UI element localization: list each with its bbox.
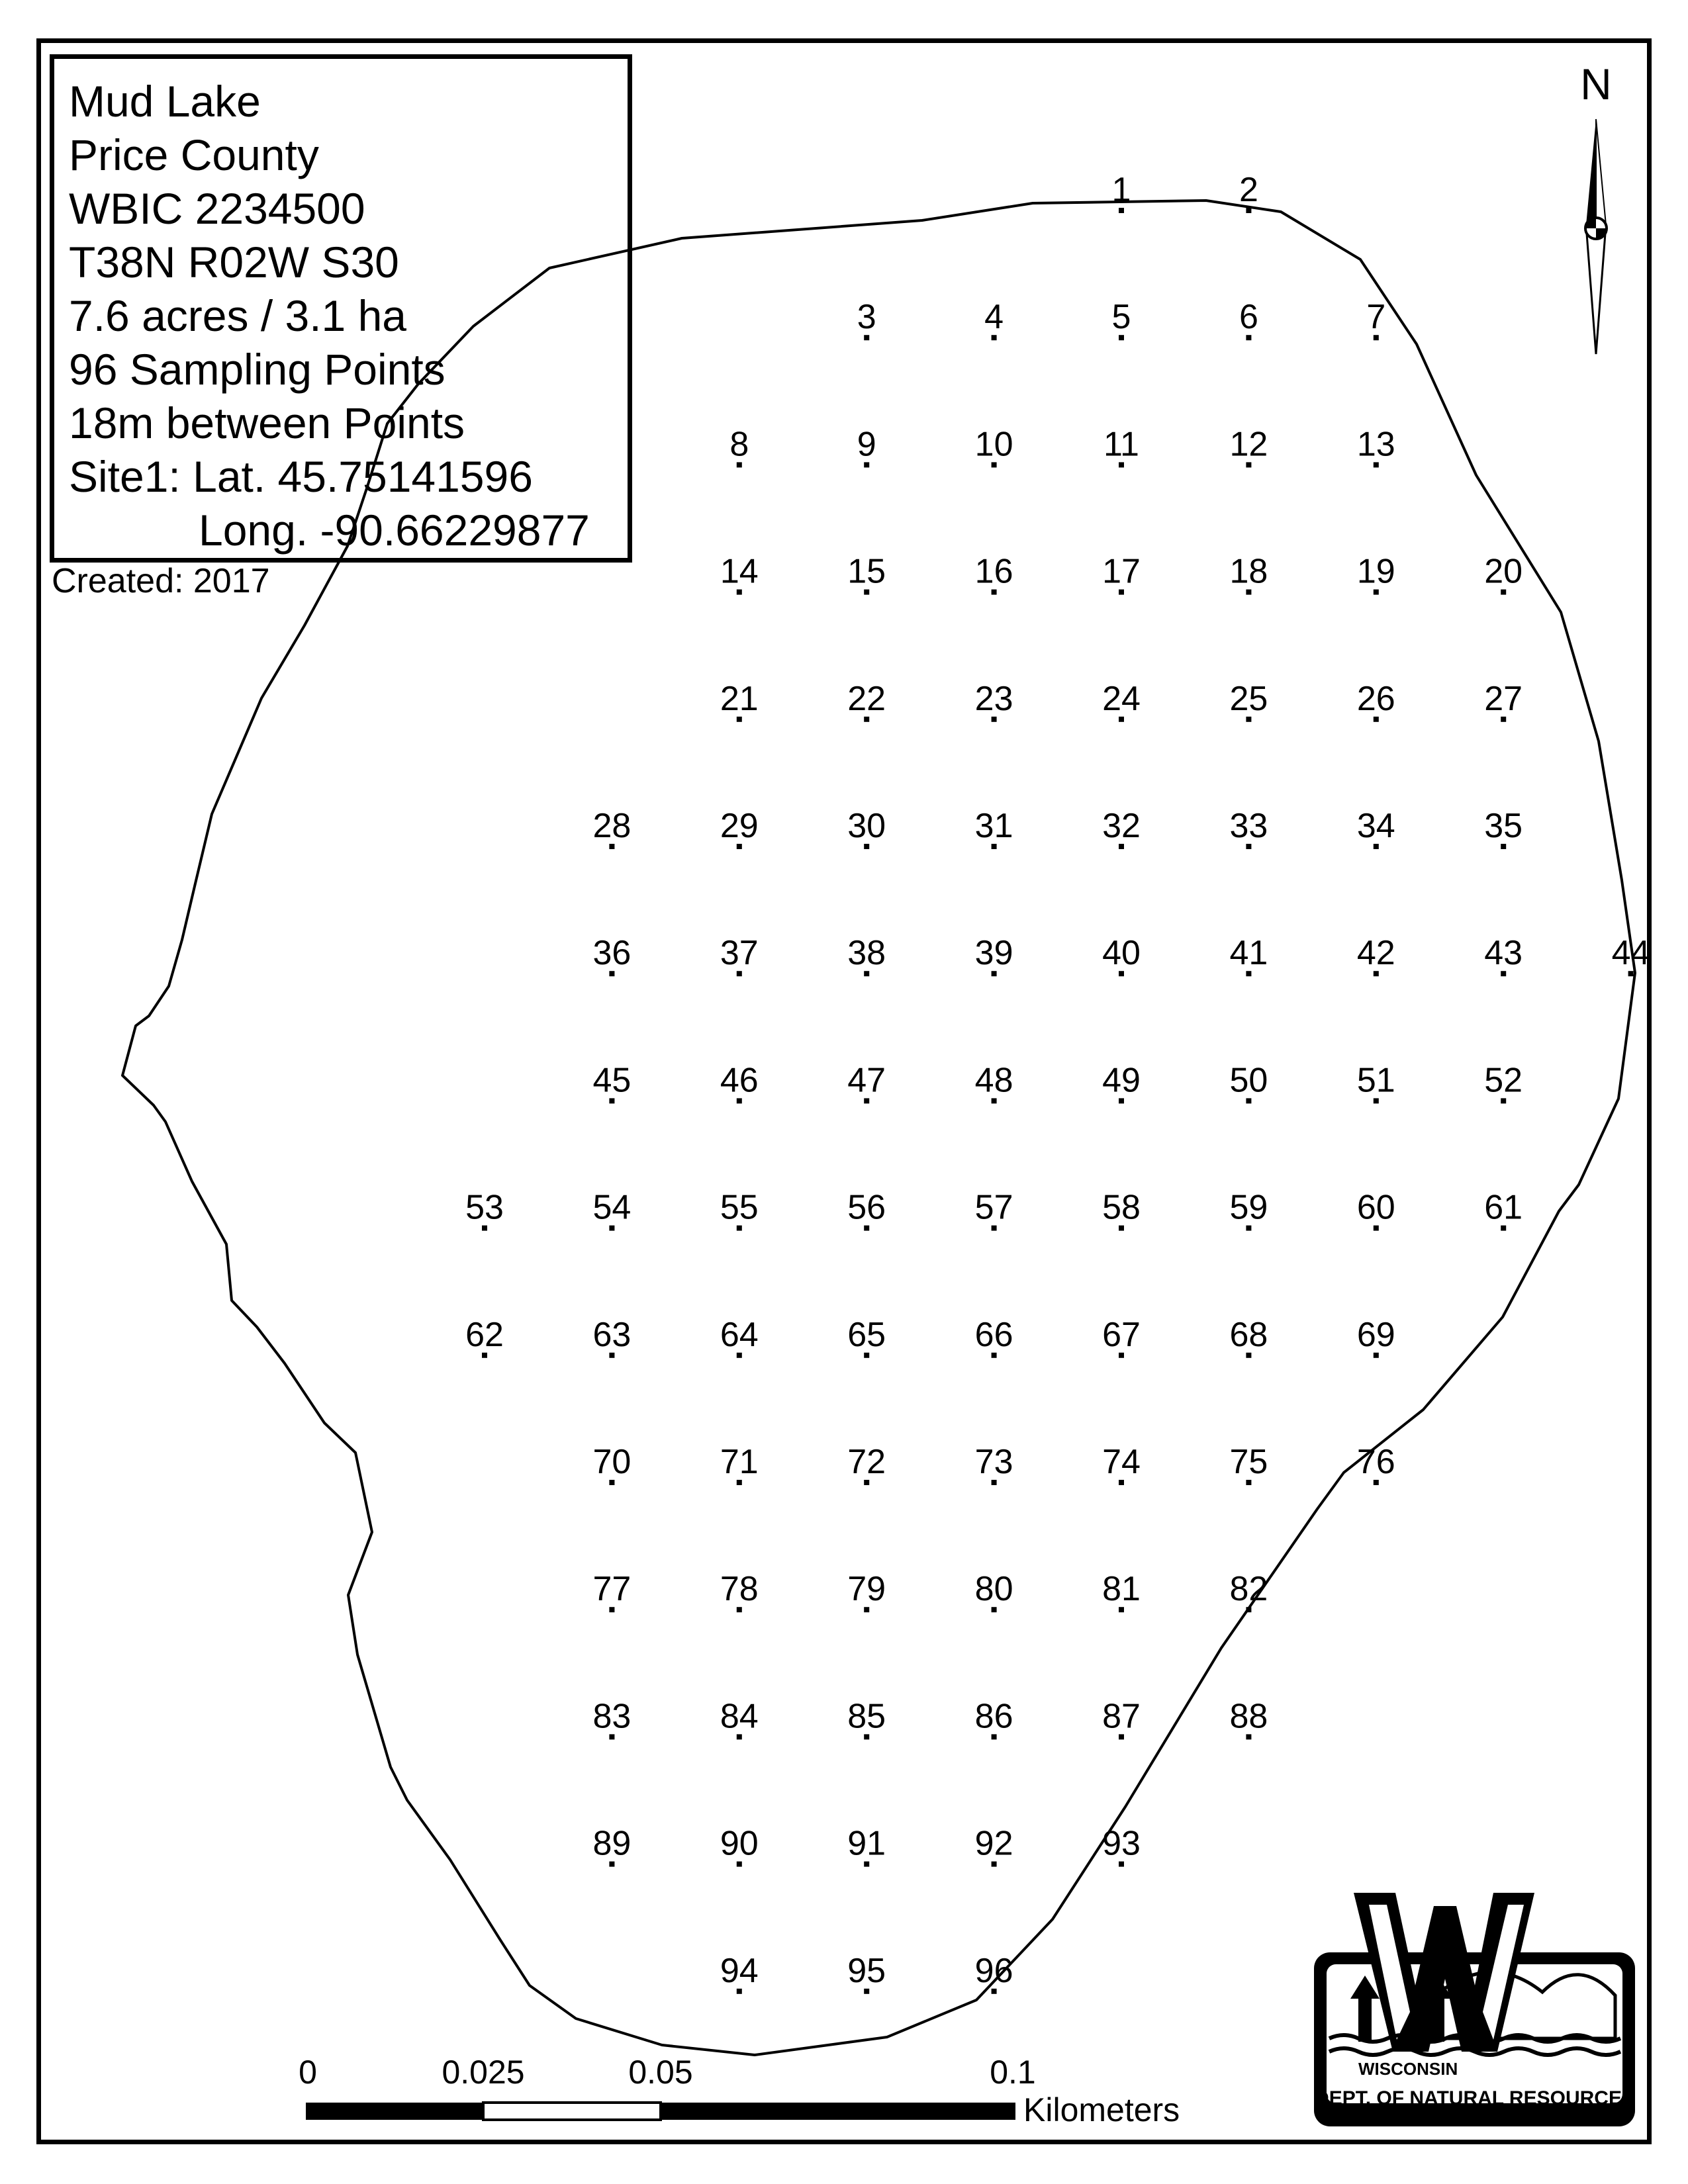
sampling-point-label: 83 bbox=[592, 1697, 632, 1736]
sampling-point-label: 10 bbox=[974, 425, 1013, 464]
scale-tick-0025: 0.025 bbox=[442, 2054, 525, 2091]
sampling-point-label: 43 bbox=[1484, 934, 1523, 973]
sampling-point-label: 65 bbox=[847, 1315, 886, 1354]
sampling-point-label: 89 bbox=[592, 1824, 632, 1863]
sampling-point-label: 51 bbox=[1356, 1061, 1395, 1100]
sampling-point-label: 41 bbox=[1229, 934, 1268, 973]
sampling-point-label: 39 bbox=[974, 934, 1013, 973]
sampling-point-label: 52 bbox=[1484, 1061, 1523, 1100]
sampling-point-label: 79 bbox=[847, 1570, 886, 1609]
sampling-point-label: 29 bbox=[720, 807, 759, 845]
sampling-point-label: 28 bbox=[592, 807, 632, 845]
sampling-point-label: 35 bbox=[1484, 807, 1523, 845]
sampling-point-label: 87 bbox=[1102, 1697, 1141, 1736]
sampling-point-label: 25 bbox=[1229, 679, 1268, 718]
sampling-point-label: 86 bbox=[974, 1697, 1013, 1736]
sampling-point-label: 31 bbox=[974, 807, 1013, 845]
sampling-point-label: 90 bbox=[720, 1824, 759, 1863]
sampling-point-label: 94 bbox=[720, 1951, 759, 1990]
sampling-point-label: 46 bbox=[720, 1061, 759, 1100]
sampling-point-label: 60 bbox=[1356, 1188, 1395, 1227]
sampling-point-label: 36 bbox=[592, 934, 632, 973]
sampling-point-label: 33 bbox=[1229, 807, 1268, 845]
sampling-point-label: 21 bbox=[720, 679, 759, 718]
site-latitude: Site1: Lat. 45.75141596 bbox=[69, 452, 533, 501]
sampling-point-label: 70 bbox=[592, 1443, 632, 1481]
sampling-point-label: 9 bbox=[857, 425, 876, 464]
sampling-point-label: 85 bbox=[847, 1697, 886, 1736]
sampling-point-label: 15 bbox=[847, 552, 886, 591]
sampling-point-label: 26 bbox=[1356, 679, 1395, 718]
sampling-point-label: 11 bbox=[1103, 425, 1139, 464]
sampling-point-label: 67 bbox=[1102, 1315, 1141, 1354]
sampling-point-label: 58 bbox=[1102, 1188, 1141, 1227]
sampling-point-label: 48 bbox=[974, 1061, 1013, 1100]
sampling-point-label: 4 bbox=[984, 298, 1004, 337]
sampling-point-label: 45 bbox=[592, 1061, 632, 1100]
sampling-point-label: 44 bbox=[1611, 934, 1650, 973]
scale-tick-01: 0.1 bbox=[990, 2054, 1036, 2091]
sampling-points-count: 96 Sampling Points bbox=[69, 345, 445, 394]
sampling-point-label: 95 bbox=[847, 1951, 886, 1990]
sampling-point-label: 37 bbox=[720, 934, 759, 973]
lake-shoreline bbox=[122, 201, 1635, 2055]
sampling-point-label: 32 bbox=[1102, 807, 1141, 845]
scale-tick-005: 0.05 bbox=[628, 2054, 693, 2091]
sampling-point-label: 42 bbox=[1356, 934, 1395, 973]
lake-area: 7.6 acres / 3.1 ha bbox=[69, 291, 406, 340]
sampling-point-label: 92 bbox=[974, 1824, 1013, 1863]
sampling-point-label: 57 bbox=[974, 1188, 1013, 1227]
sampling-point-label: 22 bbox=[847, 679, 886, 718]
sampling-point-label: 38 bbox=[847, 934, 886, 973]
sampling-point-label: 77 bbox=[592, 1570, 632, 1609]
sampling-point-label: 23 bbox=[974, 679, 1013, 718]
svg-text:DEPT. OF NATURAL RESOURCES: DEPT. OF NATURAL RESOURCES bbox=[1315, 2087, 1635, 2109]
sampling-point-label: 19 bbox=[1356, 552, 1395, 591]
sampling-point-label: 76 bbox=[1356, 1443, 1395, 1481]
sampling-point-label: 59 bbox=[1229, 1188, 1268, 1227]
lake-name: Mud Lake bbox=[69, 77, 261, 126]
sampling-point-label: 78 bbox=[720, 1570, 759, 1609]
county-name: Price County bbox=[69, 130, 319, 179]
sampling-point-label: 7 bbox=[1366, 298, 1386, 337]
scale-unit: Kilometers bbox=[1023, 2091, 1180, 2128]
sampling-point-label: 30 bbox=[847, 807, 886, 845]
svg-text:WISCONSIN: WISCONSIN bbox=[1358, 2059, 1458, 2079]
sampling-point-label: 14 bbox=[720, 552, 759, 591]
sampling-point-label: 80 bbox=[974, 1570, 1013, 1609]
sampling-point-label: 24 bbox=[1102, 679, 1141, 718]
sampling-point-label: 5 bbox=[1111, 298, 1131, 337]
sampling-point-label: 93 bbox=[1102, 1824, 1141, 1863]
north-arrow-icon bbox=[1585, 119, 1607, 354]
sampling-points-layer bbox=[465, 171, 1650, 1994]
sampling-point-label: 88 bbox=[1229, 1697, 1268, 1736]
sampling-point-label: 27 bbox=[1484, 679, 1523, 718]
sampling-point-label: 75 bbox=[1229, 1443, 1268, 1481]
sampling-point-label: 96 bbox=[974, 1951, 1013, 1990]
sampling-point-label: 69 bbox=[1356, 1315, 1395, 1354]
created-year: Created: 2017 bbox=[52, 562, 270, 600]
sampling-point-label: 66 bbox=[974, 1315, 1013, 1354]
sampling-point-label: 12 bbox=[1229, 425, 1268, 464]
sampling-point-label: 53 bbox=[465, 1188, 504, 1227]
sampling-point-label: 73 bbox=[974, 1443, 1013, 1481]
site-longitude: Long. -90.66229877 bbox=[199, 506, 590, 555]
sampling-point-label: 91 bbox=[847, 1824, 886, 1863]
sampling-point-label: 74 bbox=[1102, 1443, 1141, 1481]
sampling-point-label: 56 bbox=[847, 1188, 886, 1227]
sampling-point-label: 3 bbox=[857, 298, 876, 337]
north-label: N bbox=[1580, 60, 1612, 109]
sampling-point-label: 13 bbox=[1356, 425, 1395, 464]
sampling-point-label: 1 bbox=[1111, 171, 1131, 209]
sampling-point-label: 54 bbox=[592, 1188, 632, 1227]
sampling-point-label: 81 bbox=[1102, 1570, 1141, 1609]
sampling-point-label: 8 bbox=[729, 425, 749, 464]
sampling-point-label: 71 bbox=[720, 1443, 759, 1481]
sampling-point-label: 72 bbox=[847, 1443, 886, 1481]
point-spacing: 18m between Points bbox=[69, 398, 465, 447]
scale-tick-0: 0 bbox=[299, 2054, 317, 2091]
sampling-point-label: 82 bbox=[1229, 1570, 1268, 1609]
sampling-point-label: 61 bbox=[1484, 1188, 1523, 1227]
sampling-point-label: 34 bbox=[1356, 807, 1395, 845]
sampling-point-label: 2 bbox=[1239, 171, 1258, 209]
sampling-point-label: 50 bbox=[1229, 1061, 1268, 1100]
sampling-point-label: 16 bbox=[974, 552, 1013, 591]
sampling-point-label: 63 bbox=[592, 1315, 632, 1354]
sampling-point-label: 49 bbox=[1102, 1061, 1141, 1100]
sampling-point-label: 18 bbox=[1229, 552, 1268, 591]
sampling-point-label: 68 bbox=[1229, 1315, 1268, 1354]
sampling-point-label: 40 bbox=[1102, 934, 1141, 973]
sampling-point-label: 20 bbox=[1484, 552, 1523, 591]
sampling-point-label: 6 bbox=[1239, 298, 1258, 337]
wbic-code: WBIC 2234500 bbox=[69, 184, 365, 233]
sampling-point-label: 84 bbox=[720, 1697, 759, 1736]
sampling-point-label: 47 bbox=[847, 1061, 886, 1100]
scale-bar bbox=[299, 2054, 1180, 2128]
wdnr-logo bbox=[1314, 1893, 1635, 2126]
sampling-point-label: 64 bbox=[720, 1315, 759, 1354]
sampling-point-label: 55 bbox=[720, 1188, 759, 1227]
sampling-point-label: 62 bbox=[465, 1315, 504, 1354]
township-range-section: T38N R02W S30 bbox=[69, 238, 399, 287]
sampling-point-label: 17 bbox=[1102, 552, 1141, 591]
